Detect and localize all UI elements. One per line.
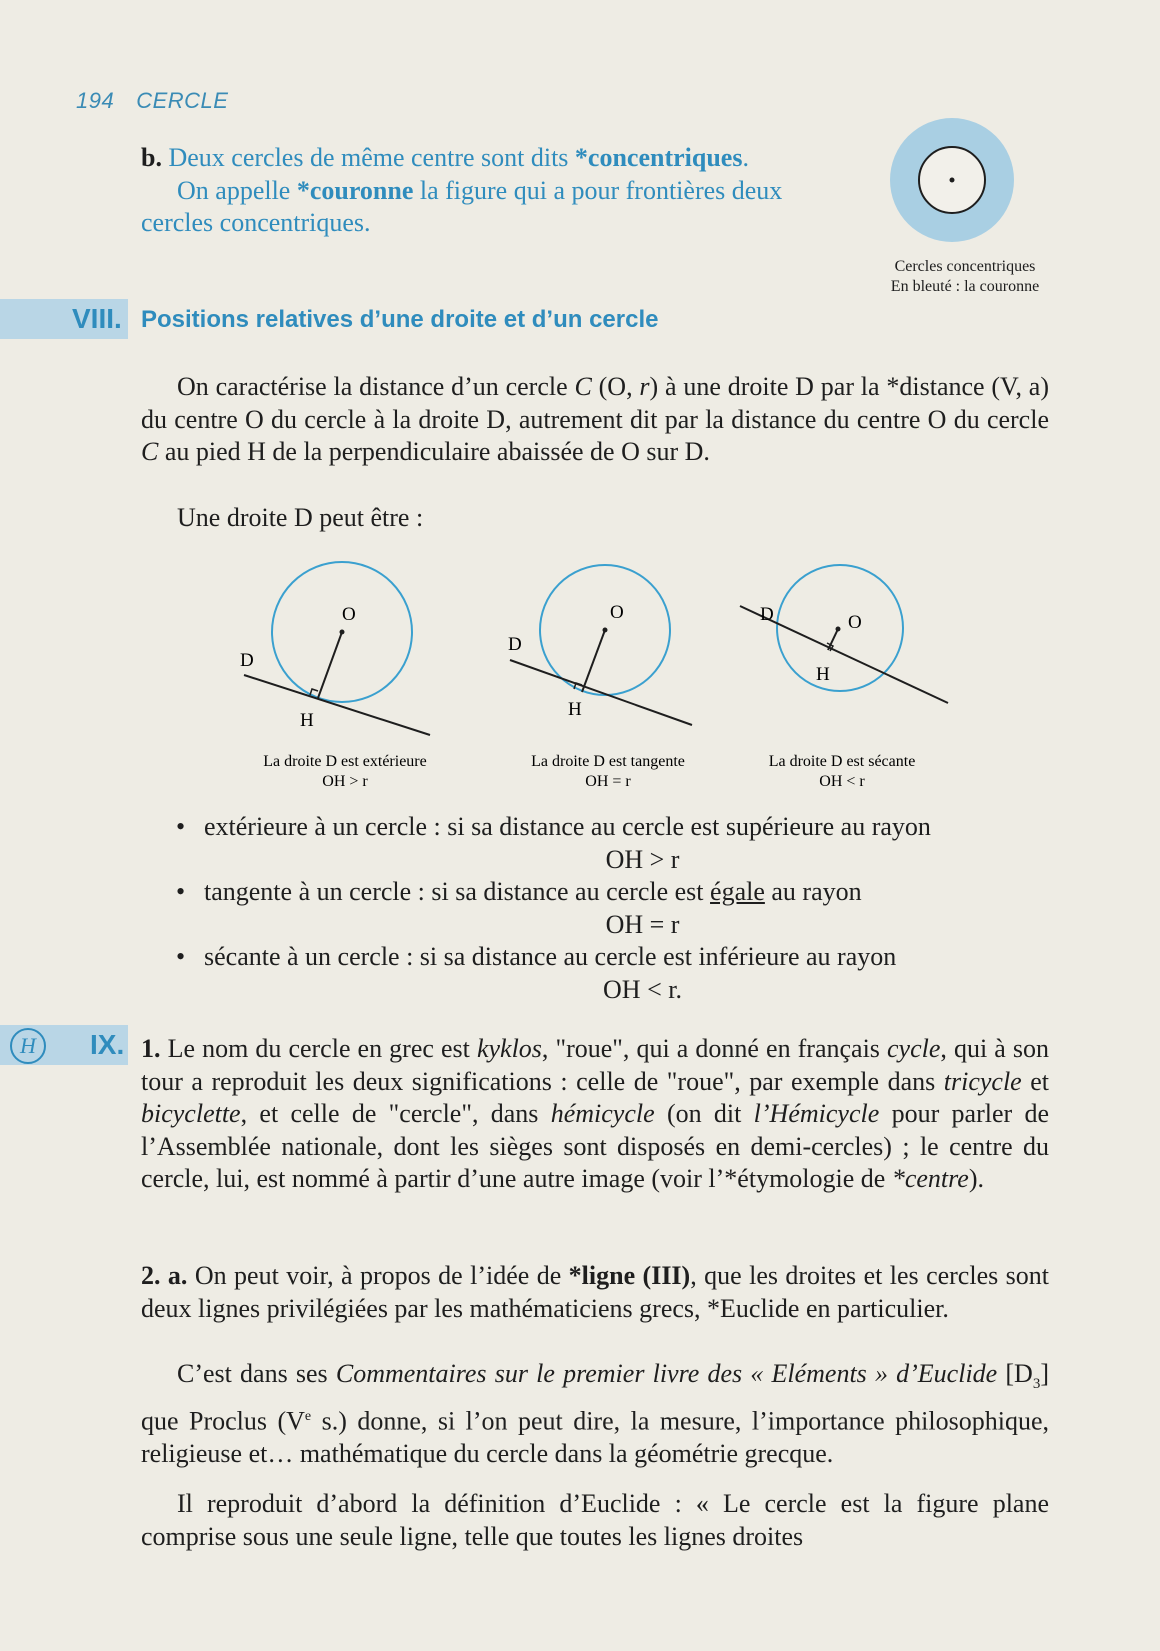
label-d: D — [240, 650, 254, 671]
concentric-definition — [141, 142, 851, 240]
text: , "roue", qui a donné en français — [541, 1034, 887, 1063]
text: C — [141, 437, 159, 466]
lead-sentence: Une droite D peut être : — [177, 503, 424, 532]
text: , que les droites et les cercles sont deux lignes privilégiées par les mathématiciens grecs, *Euclide en particulier. — [141, 1261, 1049, 1323]
list-item — [176, 811, 1049, 876]
text: ] que Proclus (V — [141, 1359, 1050, 1436]
text: et — [1021, 1066, 1050, 1096]
bullet-equation: OH < r. — [603, 974, 682, 1004]
bullet-dot: • — [176, 942, 186, 971]
label-o: O — [610, 602, 624, 623]
center-point — [950, 178, 955, 183]
page-number: 194 — [76, 88, 115, 113]
list-item — [176, 876, 1049, 941]
underlined-word: égale — [710, 877, 765, 906]
bullet-equation: OH = r — [605, 909, 680, 939]
list-item — [176, 941, 1049, 1006]
section-number: IX. — [90, 1029, 125, 1060]
bullet-equation: OH > r — [605, 844, 680, 874]
bullet-text — [176, 876, 1049, 909]
label-o: O — [848, 612, 862, 633]
section-number: VIII. — [72, 303, 122, 334]
text: (on dit — [654, 1099, 754, 1128]
text: , qui à son tour a reproduit les deux significations : celle de "roue", par exemple dans — [141, 1034, 1049, 1096]
figure-relation: OH = r — [585, 773, 631, 790]
text: pour parler de l’Assemblée nationale, dont les sièges sont disposés en demi-cercles) ; le centre du cercle, lui, est nommé à partir d’une autre image (voir l’*étymologie de — [141, 1099, 1049, 1193]
text: cycle — [887, 1034, 941, 1063]
text: Le nom du cercle en grec est — [160, 1034, 477, 1063]
text: hémicycle — [550, 1099, 655, 1128]
text: e — [304, 1408, 312, 1424]
concentric-circles-diagram — [870, 118, 1060, 258]
caption-line: Cercles concentriques — [894, 258, 1036, 275]
line-circle-figures — [230, 560, 970, 795]
paragraph-etymology — [141, 1033, 1049, 1196]
paragraph-definition: Il reproduit d’abord la définition d’Euclide : « Le cercle est la figure plane comprise sous une seule ligne, telle que toutes les lignes droites — [141, 1489, 1049, 1551]
text: au pied H de la perpendiculaire abaissée de O sur D. — [158, 437, 710, 466]
concentric-figure — [870, 118, 1060, 297]
text: ). — [968, 1164, 984, 1193]
text: tangente à un cercle : si sa distance au cercle est — [204, 877, 711, 906]
figure-relation: OH < r — [819, 773, 865, 790]
section-intro — [141, 371, 1049, 469]
text: C — [574, 372, 592, 401]
text: tricycle — [943, 1066, 1022, 1096]
figure-exterior — [240, 562, 430, 790]
paragraph-lines — [141, 1260, 1049, 1325]
figure-caption: La droite D est sécante — [768, 753, 916, 770]
term: *ligne (III) — [568, 1261, 691, 1290]
text: (O, — [591, 372, 640, 401]
paragraph-proclus — [141, 1358, 1049, 1470]
text: s.) donne, si l’on peut dire, la mesure, l’importance philosophique, religieuse et… mathématique du cercle dans la géométrie grecque. — [141, 1406, 1049, 1468]
bullet-text: sécante à un cercle : si sa distance au cercle est inférieure au rayon — [204, 942, 897, 971]
label-o: O — [342, 604, 356, 625]
bullet-dot: • — [176, 877, 186, 906]
label-d: D — [508, 634, 522, 655]
label-d: D — [760, 604, 774, 625]
line-circle-diagram — [230, 560, 970, 795]
history-icon: H — [10, 1028, 46, 1064]
item-label: b. — [141, 143, 162, 172]
text: C’est dans ses — [177, 1359, 336, 1388]
text: On caractérise la distance d’un cercle — [177, 372, 575, 401]
bullet-dot: • — [176, 812, 186, 841]
text: *centre — [891, 1164, 969, 1193]
figure-caption — [870, 257, 1060, 297]
figure-secant — [740, 565, 948, 790]
term: *concentriques — [574, 143, 743, 172]
book-title: Commentaires sur le premier livre des « Eléments » d’Euclide — [335, 1359, 998, 1388]
label-h: H — [568, 699, 582, 720]
term: *couronne — [296, 175, 414, 205]
text: [D — [997, 1359, 1033, 1388]
label-h: H — [300, 710, 314, 731]
item-label: 1. — [141, 1034, 161, 1063]
section-title: Positions relatives d’une droite et d’un cercle — [141, 306, 659, 333]
text: , et celle de "cercle", dans — [240, 1099, 551, 1128]
bullet-text: extérieure à un cercle : si sa distance au cercle est supérieure au rayon — [204, 812, 931, 841]
item-label: 2. a. — [141, 1261, 188, 1290]
text: ) à une droite D par la *distance (V, a) du centre O du cercle à la droite D, autrement dit par la distance du centre O du cercle — [141, 372, 1049, 434]
running-title: CERCLE — [136, 88, 229, 113]
text: On peut voir, à propos de l’idée de — [187, 1261, 569, 1290]
text: Deux cercles de même centre sont dits — [168, 143, 575, 172]
figure-caption: La droite D est tangente — [531, 753, 685, 770]
running-head — [76, 88, 250, 114]
text: kyklos — [476, 1034, 542, 1063]
text: bicyclette — [141, 1099, 241, 1128]
text: r — [639, 372, 650, 401]
text: la figure qui a pour frontières deux cercles concentriques. — [141, 175, 783, 237]
text: On appelle — [177, 175, 297, 205]
figure-caption: La droite D est extérieure — [263, 753, 427, 770]
caption-line: En bleuté : la couronne — [890, 278, 1040, 295]
text: . — [742, 143, 749, 172]
text: au rayon — [764, 877, 862, 906]
text: 3 — [1032, 1376, 1041, 1393]
text: l’Hémicycle — [753, 1099, 880, 1128]
figure-tangent — [508, 565, 692, 790]
figure-relation: OH > r — [322, 773, 368, 790]
label-h: H — [816, 664, 830, 685]
